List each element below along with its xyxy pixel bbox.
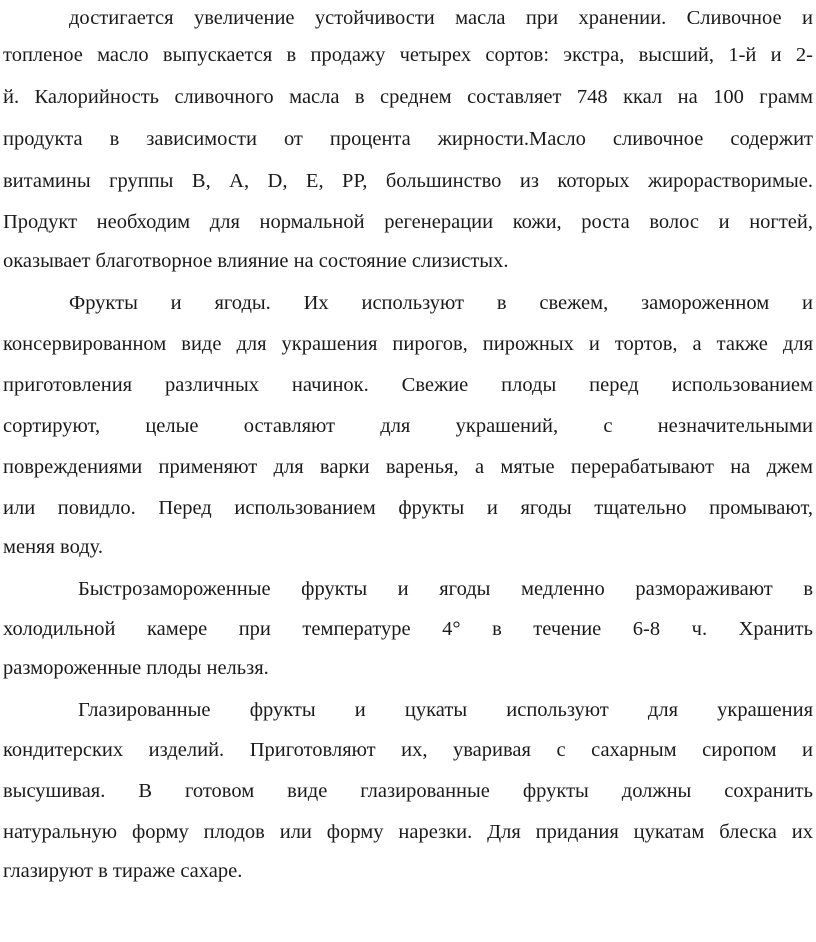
text-line: глазируют в тираже сахаре. (3, 860, 243, 882)
text-line: Продукт необходим для нормальной регенерации кожи, роста волос и ногтей, (3, 211, 813, 233)
text-line: приготовления различных начинок. Свежие плоды перед использованием (3, 374, 813, 396)
text-line: повреждениями применяют для варки варенья, а мятые перерабатывают на джем (3, 456, 813, 478)
text-line: Глазированные фрукты и цукаты используют для украшения (78, 699, 813, 721)
text-line: кондитерских изделий. Приготовляют их, уваривая с сахарным сиропом и (3, 739, 813, 761)
text-line: й. Калорийность сливочного масла в среднем составляет 748 ккал на 100 грамм (3, 86, 813, 108)
text-line: или повидло. Перед использованием фрукты и ягоды тщательно промывают, (3, 497, 813, 519)
text-line: холодильной камере при температуре 4° в течение 6-8 ч. Хранить (3, 618, 813, 640)
text-line: оказывает благотворное влияние на состояние слизистых. (3, 250, 509, 272)
text-line: консервированном виде для украшения пирогов, пирожных и тортов, а также для (3, 333, 813, 355)
text-line: размороженные плоды нельзя. (3, 657, 269, 679)
text-line: сортируют, целые оставляют для украшений, с незначительными (3, 415, 813, 437)
text-line: топленое масло выпускается в продажу четырех сортов: экстра, высший, 1-й и 2- (3, 44, 813, 66)
text-line: достигается увеличение устойчивости масла при хранении. Сливочное и (69, 7, 813, 29)
text-line: витамины группы В, А, D, Е, РР, большинство из которых жирорастворимые. (3, 170, 813, 192)
text-line: Быстрозамороженные фрукты и ягоды медленно размораживают в (78, 578, 813, 600)
text-line: натуральную форму плодов или форму нарезки. Для придания цукатам блеска их (3, 821, 813, 843)
text-line: меняя воду. (3, 536, 103, 558)
text-line: Фрукты и ягоды. Их используют в свежем, замороженном и (69, 292, 813, 314)
text-line: продукта в зависимости от процента жирности.Масло сливочное содержит (3, 128, 813, 150)
text-line: высушивая. В готовом виде глазированные фрукты должны сохранить (3, 780, 813, 802)
